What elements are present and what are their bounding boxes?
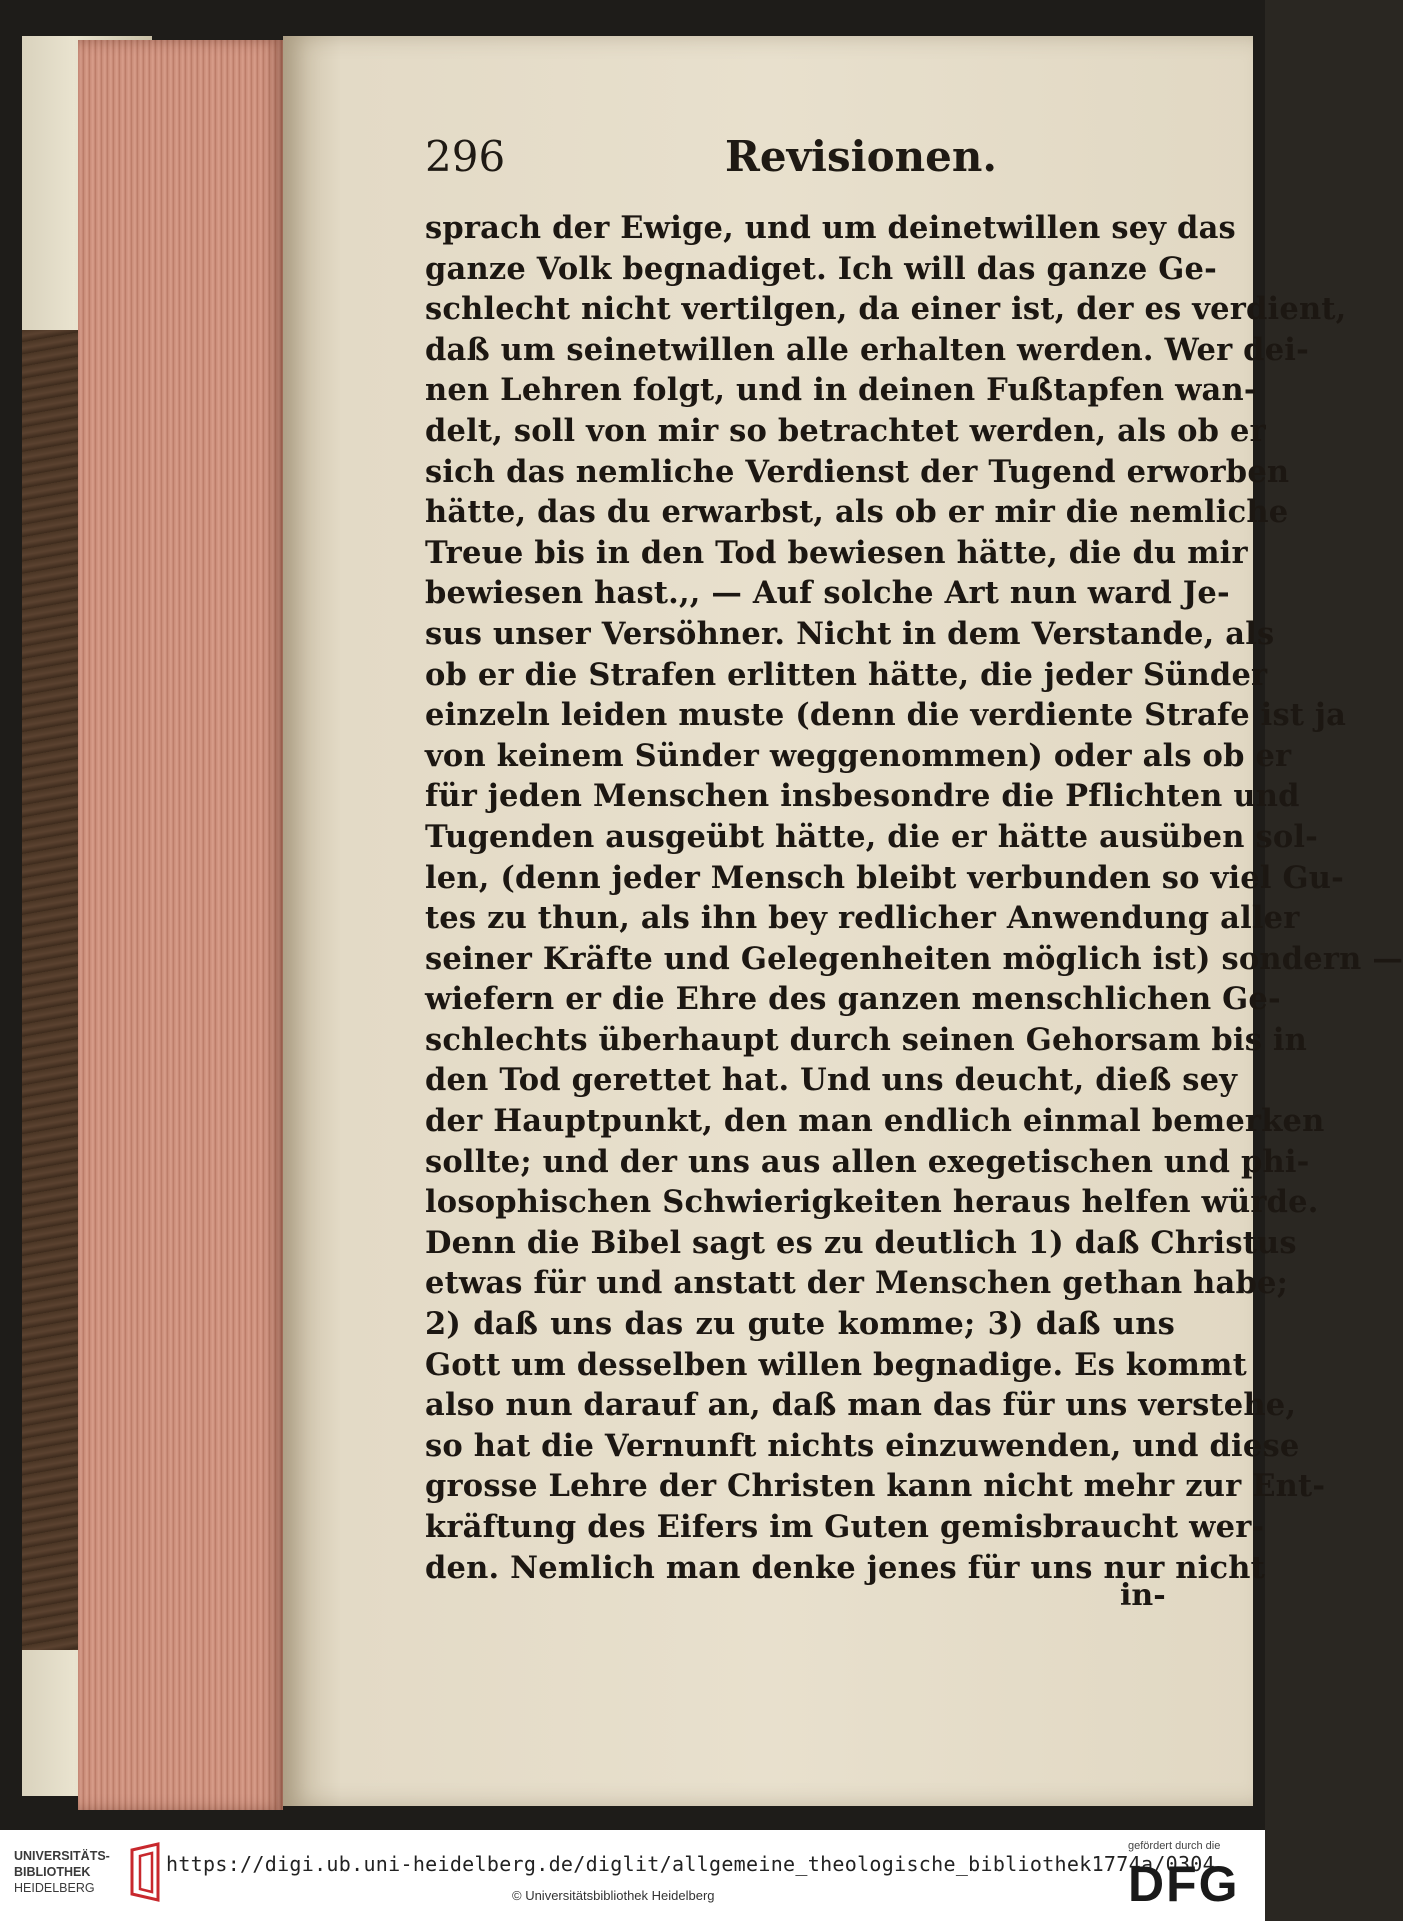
text-line: der Hauptpunkt, den man endlich einmal bemerken [425, 1103, 1325, 1140]
text-line: wiefern er die Ehre des ganzen menschlichen Ge- [425, 981, 1281, 1018]
text-line: kräftung des Eifers im Guten gemisbraucht wer- [425, 1509, 1265, 1545]
text-line: Treue bis in den Tod bewiesen hätte, die du mir [425, 534, 1248, 571]
text-line: sich das nemliche Verdienst der Tugend erworben [425, 453, 1290, 490]
text-line: len, (denn jeder Mensch bleibt verbunden so viel Gu- [425, 859, 1344, 896]
text-line: ganze Volk begnadiget. Ich will das ganze Ge- [425, 250, 1217, 287]
text-line: grosse Lehre der Christen kann nicht mehr zur Ent- [425, 1468, 1326, 1505]
text-line: also nun darauf an, daß man das für uns verstehe, [425, 1387, 1297, 1424]
dfg-logo[interactable]: DFG [1128, 1856, 1240, 1912]
library-name-line3: HEIDELBERG [14, 1881, 95, 1895]
text-line: nen Lehren folgt, und in deinen Fußtapfen wan- [425, 372, 1257, 409]
library-name-line2: BIBLIOTHEK [14, 1865, 91, 1879]
text-line: für jeden Menschen insbesondre die Pflichten und [425, 778, 1300, 815]
library-logo-mark-icon [128, 1842, 168, 1904]
text-line: sollte; und der uns aus allen exegetischen und phi- [425, 1143, 1310, 1180]
catchword: in- [1120, 1578, 1166, 1613]
text-line: losophischen Schwierigkeiten heraus helfen würde. [425, 1184, 1319, 1221]
text-line: delt, soll von mir so betrachtet werden, als ob er [425, 412, 1266, 449]
page-block-edge [78, 40, 283, 1810]
text-line: Gott um desselben willen begnadige. Es kommt [425, 1346, 1247, 1383]
text-line: sprach der Ewige, und um deinetwillen sey das [425, 210, 1236, 246]
text-line: tes zu thun, als ihn bey redlicher Anwendung aller [425, 900, 1300, 937]
text-line: seiner Kräfte und Gelegenheiten möglich ist) sondern — [425, 940, 1403, 977]
page-header [425, 130, 998, 184]
text-line: sus unser Versöhner. Nicht in dem Verstande, als [425, 615, 1275, 652]
text-line: bewiesen hast.,, — Auf solche Art nun ward Je- [425, 575, 1230, 612]
text-line: daß um seinetwillen alle erhalten werden. Wer dei- [425, 331, 1309, 368]
text-line: einzeln leiden muste (denn die verdiente Strafe ist ja [425, 697, 1347, 734]
running-title: Revisionen. [725, 132, 998, 181]
text-line: so hat die Vernunft nichts einzuwenden, und diese [425, 1427, 1300, 1464]
viewer-footer [0, 1830, 1265, 1921]
text-line: den Tod gerettet hat. Und uns deucht, dieß sey [425, 1062, 1238, 1099]
text-line: den. Nemlich man denke jenes für uns nur nicht [425, 1549, 1265, 1586]
text-line: 2) daß uns das zu gute komme; 3) daß uns [425, 1306, 1175, 1343]
library-name-line1: UNIVERSITÄTS- [14, 1849, 110, 1863]
source-url-link[interactable]: https://digi.ub.uni-heidelberg.de/diglit/allgemeine_theologische_bibliothek1774a/0304 [166, 1852, 1215, 1876]
copyright-notice: © Universitätsbibliothek Heidelberg [512, 1888, 715, 1903]
text-line: von keinem Sünder weggenommen) oder als ob er [425, 737, 1292, 774]
text-line: schlechts überhaupt durch seinen Gehorsam bis in [425, 1021, 1308, 1058]
cover-leather-spine [22, 330, 82, 1650]
text-line: Tugenden ausgeübt hätte, die er hätte ausüben sol- [425, 818, 1319, 855]
text-line: etwas für und anstatt der Menschen gethan habe; [425, 1265, 1289, 1302]
text-line: ob er die Strafen erlitten hätte, die jeder Sünder [425, 656, 1268, 693]
text-line: hätte, das du erwarbst, als ob er mir die nemliche [425, 494, 1289, 531]
text-line: schlecht nicht vertilgen, da einer ist, der es verdient, [425, 291, 1347, 328]
funding-note: gefördert durch die [1128, 1840, 1221, 1852]
text-line: Denn die Bibel sagt es zu deutlich 1) daß Christus [425, 1224, 1297, 1261]
page-body-text [425, 208, 1403, 1588]
page-number: 296 [425, 132, 506, 181]
